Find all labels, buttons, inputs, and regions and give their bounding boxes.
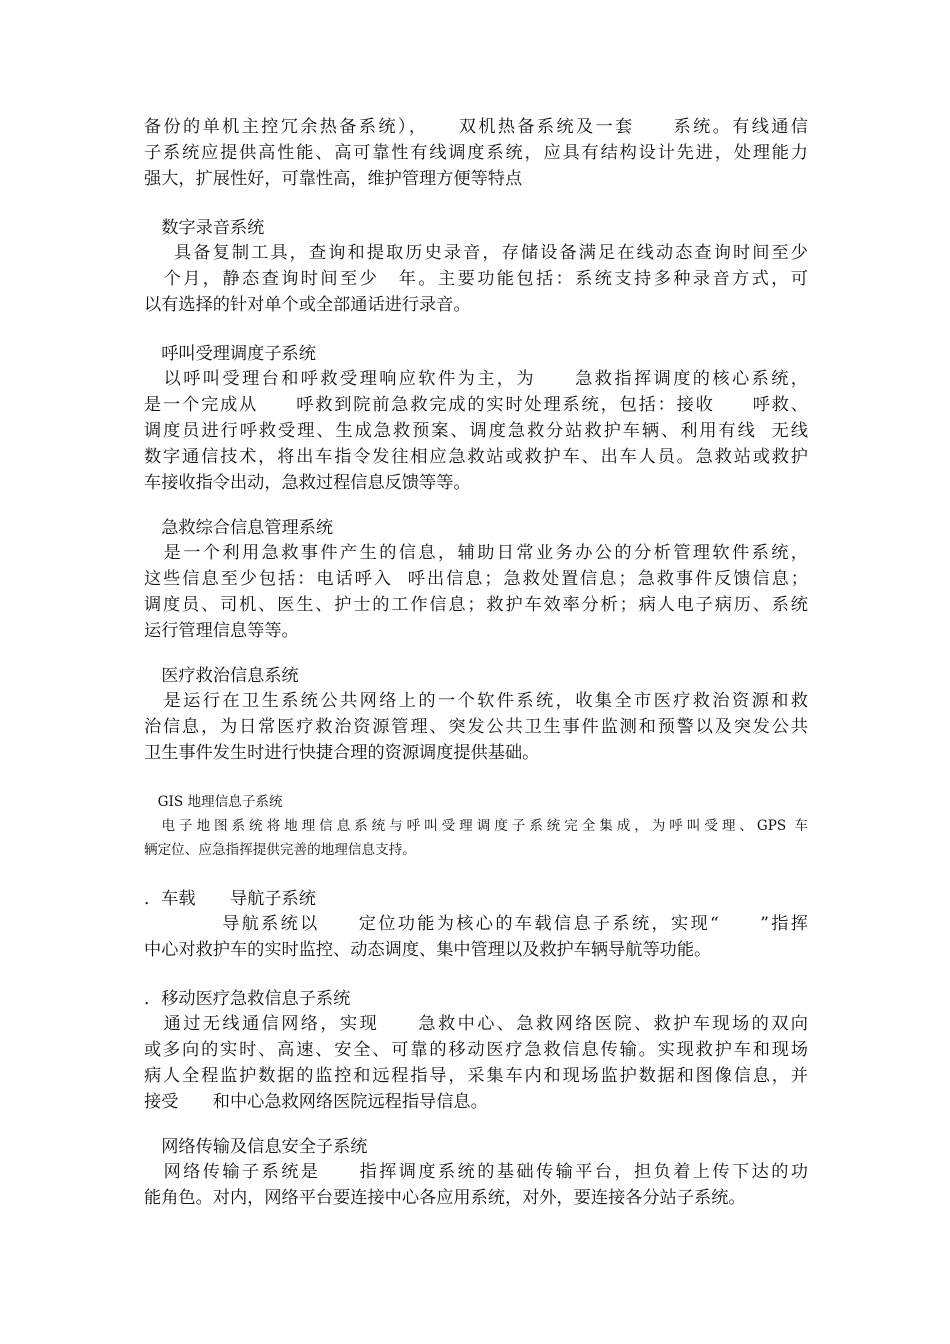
dispatch-line-5: 车接收指令出动，急救过程信息反馈等等。 [144,473,471,493]
treatment-heading: 医疗救治信息系统 [144,666,299,686]
nav-heading: ．车载 导航子系统 [144,889,316,909]
mobile-line-3: 病人全程监护数据的监控和远程指导，采集车内和现场监护数据和图像信息，并 [144,1066,808,1086]
recording-line-2: 个月，静态查询时间至少 年。主要功能包括：系统支持多种录音方式，可 [144,269,808,289]
mobile-line-4: 接受 和中心急救网络医院远程指导信息。 [144,1092,488,1112]
recording-heading: 数字录音系统 [144,218,265,238]
dispatch-heading: 呼叫受理调度子系统 [144,344,316,364]
network-heading: 网络传输及信息安全子系统 [144,1137,368,1157]
gis-heading: GIS 地理信息子系统 [144,794,283,810]
treatment-line-1: 是运行在卫生系统公共网络上的一个软件系统，收集全市医疗救治资源和救 [144,691,808,711]
mis-line-3: 调度员、司机、医生、护士的工作信息；救护车效率分析；病人电子病历、系统 [144,595,808,615]
intro-line-3: 强大，扩展性好，可靠性高，维护管理方便等特点 [144,169,523,189]
mis-line-4: 运行管理信息等等。 [144,621,299,641]
treatment-line-3: 卫生事件发生时进行快捷合理的资源调度提供基础。 [144,743,540,763]
dispatch-line-4: 数字通信技术，将出车指令发往相应急救站或救护车、出车人员。急救站或救护 [144,447,808,467]
mis-line-2: 这些信息至少包括：电话呼入 呼出信息；急救处置信息；急救事件反馈信息； [144,569,808,589]
gis-line-1: 电子地图系统将地理信息系统与呼叫受理调度子系统完全集成，为呼叫受理、GPS 车 [144,818,808,834]
nav-line-2: 中心对救护车的实时监控、动态调度、集中管理以及救护车辆导航等功能。 [144,940,712,960]
intro-line-2: 子系统应提供高性能、高可靠性有线调度系统，应具有结构设计先进，处理能力 [144,143,808,163]
intro-line-1: 备份的单机主控冗余热备系统）， 双机热备系统及一套 系统。有线通信 [144,117,808,137]
dispatch-line-2: 是一个完成从 呼救到院前急救完成的实时处理系统，包括：接收 呼救、 [144,395,808,415]
dispatch-line-3: 调度员进行呼救受理、生成急救预案、调度急救分站救护车辆、利用有线 无线 [144,421,808,441]
recording-line-1: 具备复制工具，查询和提取历史录音，存储设备满足在线动态查询时间至少 [174,243,808,263]
mobile-heading: ．移动医疗急救信息子系统 [144,989,351,1009]
nav-line-1: 导航系统以 定位功能为核心的车载信息子系统，实现“ ”指挥 [144,914,808,934]
network-line-1: 网络传输子系统是 指挥调度系统的基础传输平台，担负着上传下达的功 [144,1162,808,1182]
mis-line-1: 是一个利用急救事件产生的信息，辅助日常业务办公的分析管理软件系统， [144,543,808,563]
mobile-line-2: 或多向的实时、高速、安全、可靠的移动医疗急救信息传输。实现救护车和现场 [144,1040,808,1060]
network-line-2: 能角色。对内，网络平台要连接中心各应用系统，对外，要连接各分站子系统。 [144,1188,746,1208]
treatment-line-2: 治信息，为日常医疗救治资源管理、突发公共卫生事件监测和预警以及突发公共 [144,717,808,737]
recording-line-3: 以有选择的针对单个或全部通话进行录音。 [144,295,471,315]
gis-line-2: 辆定位、应急指挥提供完善的地理信息支持。 [144,842,416,858]
mobile-line-1: 通过无线通信网络，实现 急救中心、急救网络医院、救护车现场的双向 [144,1014,808,1034]
dispatch-line-1: 以呼叫受理台和呼救受理响应软件为主，为 急救指挥调度的核心系统， [144,369,808,389]
mis-heading: 急救综合信息管理系统 [144,518,334,538]
